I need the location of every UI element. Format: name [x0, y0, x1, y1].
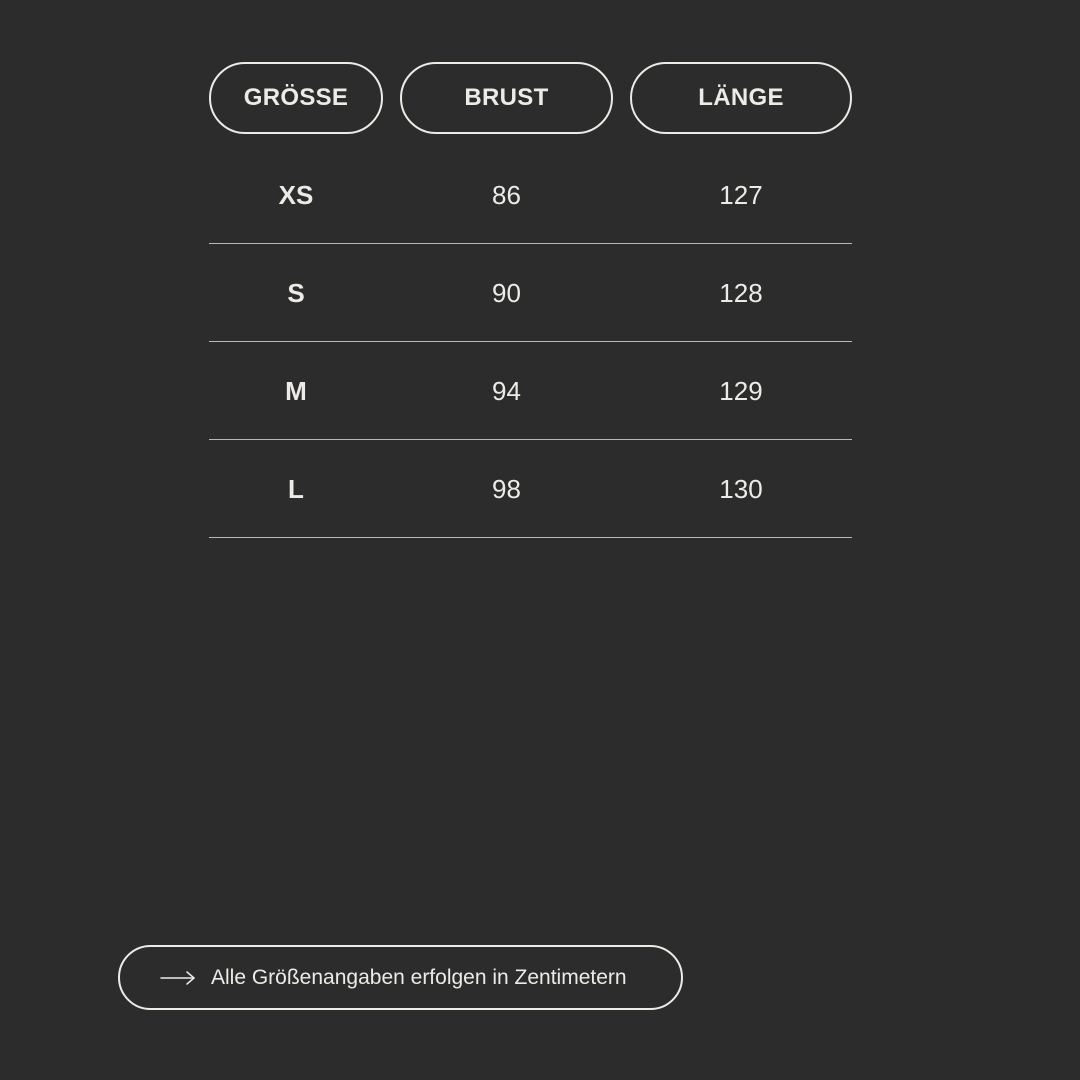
- length-cell: 128: [719, 277, 763, 308]
- table-row: [209, 146, 852, 244]
- length-cell: 127: [719, 179, 763, 210]
- chest-cell: 90: [492, 277, 521, 308]
- header-length: LÄNGE: [630, 62, 852, 134]
- table-row: [209, 440, 852, 538]
- table-row: [209, 342, 852, 440]
- size-cell: XS: [278, 179, 314, 210]
- header-chest: BRUST: [400, 62, 613, 134]
- chest-cell: 98: [492, 473, 521, 504]
- units-note: [118, 945, 683, 1010]
- chest-cell: 86: [492, 179, 521, 210]
- units-note-text: Alle Größenangaben erfolgen in Zentimetern: [211, 965, 627, 989]
- size-table: [209, 146, 852, 538]
- arrow-right-icon: [160, 970, 196, 986]
- length-cell: 130: [719, 473, 763, 504]
- size-cell: S: [287, 277, 305, 308]
- size-cell: M: [285, 375, 307, 406]
- chest-cell: 94: [492, 375, 521, 406]
- length-cell: 129: [719, 375, 763, 406]
- header-size: GRÖSSE: [209, 62, 383, 134]
- size-cell: L: [288, 473, 304, 504]
- table-row: [209, 244, 852, 342]
